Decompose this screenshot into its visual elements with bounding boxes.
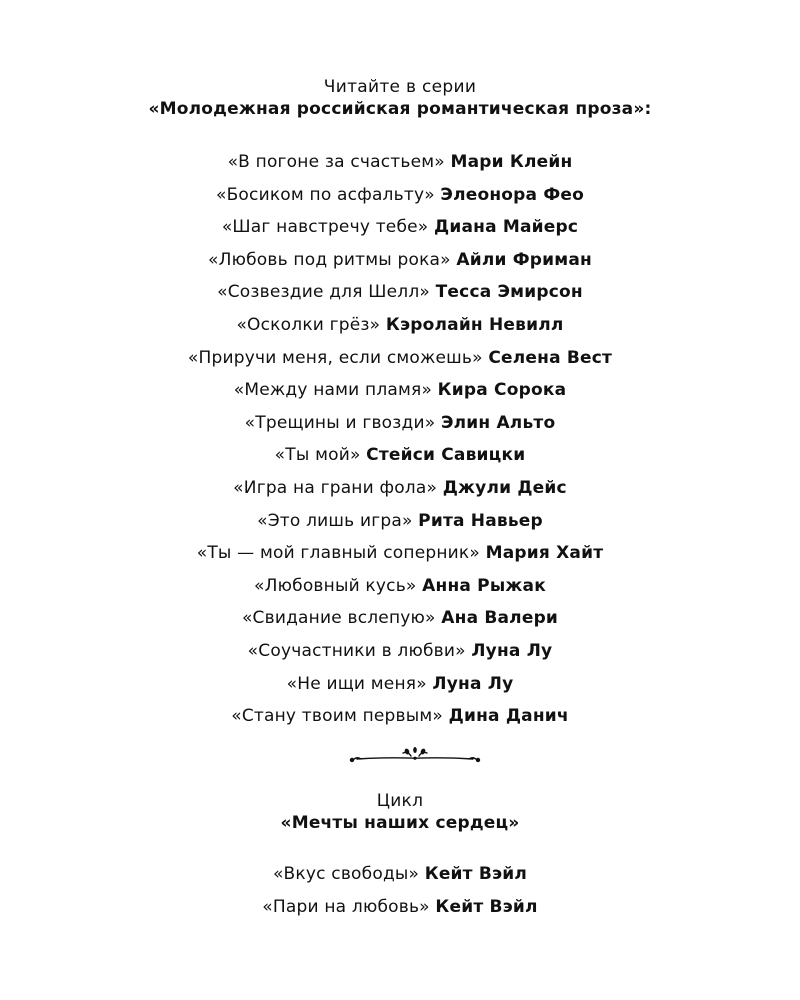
book-author: Элеонора Фео bbox=[440, 184, 585, 205]
book-entry bbox=[0, 439, 800, 472]
book-entry bbox=[0, 309, 800, 342]
book-author: Ана Валери bbox=[441, 608, 559, 629]
book-author: Кейт Вэйл bbox=[424, 864, 528, 884]
book-entry bbox=[0, 374, 800, 407]
book-entry bbox=[0, 891, 800, 924]
book-entry bbox=[0, 342, 800, 375]
book-entry bbox=[0, 179, 800, 212]
book-title: «Любовный кусь» bbox=[254, 575, 417, 596]
book-list bbox=[0, 146, 800, 733]
cycle-book-list bbox=[0, 858, 800, 924]
book-entry bbox=[0, 537, 800, 570]
book-entry bbox=[0, 407, 800, 440]
series-intro: Читайте в серии bbox=[323, 77, 477, 97]
book-title: «Вкус свободы» bbox=[272, 864, 420, 884]
book-author: Диана Майерс bbox=[434, 217, 579, 238]
cycle-name: «Мечты наших сердец» bbox=[280, 813, 520, 833]
book-title: «Ты — мой главный соперник» bbox=[196, 543, 480, 564]
book-title: «Не ищи меня» bbox=[286, 673, 427, 694]
book-entry bbox=[0, 668, 800, 701]
book-title: «Босиком по асфальту» bbox=[215, 184, 435, 205]
cycle-header bbox=[0, 790, 800, 834]
book-entry bbox=[0, 211, 800, 244]
book-entry bbox=[0, 146, 800, 179]
book-title: «Соучастники в любви» bbox=[247, 640, 466, 661]
book-author: Анна Рыжак bbox=[422, 575, 546, 596]
book-entry bbox=[0, 244, 800, 277]
series-name: «Молодежная российская романтическая проза»: bbox=[148, 99, 652, 119]
book-author: Луна Лу bbox=[471, 640, 553, 661]
book-title: «Стану твоим первым» bbox=[231, 706, 444, 727]
series-header bbox=[0, 76, 800, 120]
book-title: «В погоне за счастьем» bbox=[227, 152, 445, 172]
book-author: Мари Клейн bbox=[450, 152, 573, 172]
book-title: «Свидание вслепую» bbox=[241, 608, 436, 629]
book-author: Дина Данич bbox=[448, 706, 569, 727]
book-author: Элин Альто bbox=[440, 412, 556, 433]
book-title: «Ты мой» bbox=[274, 445, 361, 466]
book-title: «Пари на любовь» bbox=[262, 897, 430, 917]
book-author: Мария Хайт bbox=[485, 543, 604, 564]
book-author: Селена Вест bbox=[488, 347, 613, 368]
cycle-intro: Цикл bbox=[376, 791, 424, 811]
book-entry bbox=[0, 635, 800, 668]
book-title: «Осколки грёз» bbox=[236, 314, 381, 335]
book-author: Кэролайн Невилл bbox=[385, 314, 564, 335]
book-entry bbox=[0, 472, 800, 505]
book-author: Рита Навьер bbox=[418, 510, 543, 531]
book-entry bbox=[0, 602, 800, 635]
book-title: «Любовь под ритмы рока» bbox=[208, 249, 451, 270]
book-entry bbox=[0, 505, 800, 538]
book-title: «Созвездие для Шелл» bbox=[217, 282, 431, 303]
book-author: Тесса Эмирсон bbox=[435, 282, 583, 303]
book-author: Кейт Вэйл bbox=[435, 897, 538, 917]
book-author: Джули Дейс bbox=[442, 477, 567, 498]
book-author: Айли Фриман bbox=[456, 249, 592, 270]
book-entry bbox=[0, 276, 800, 309]
floral-divider-icon bbox=[345, 744, 485, 772]
book-title: «Это лишь игра» bbox=[257, 510, 413, 531]
book-author: Стейси Савицки bbox=[366, 445, 526, 466]
book-title: «Между нами пламя» bbox=[233, 380, 433, 401]
book-title: «Трещины и гвозди» bbox=[244, 412, 436, 433]
book-author: Луна Лу bbox=[432, 673, 514, 694]
book-title: «Игра на грани фола» bbox=[233, 477, 438, 498]
book-entry bbox=[0, 858, 800, 891]
book-author: Кира Сорока bbox=[437, 380, 567, 401]
book-entry bbox=[0, 570, 800, 603]
book-title: «Приручи меня, если сможешь» bbox=[187, 347, 483, 368]
book-title: «Шаг навстречу тебе» bbox=[221, 217, 429, 238]
book-entry bbox=[0, 700, 800, 733]
